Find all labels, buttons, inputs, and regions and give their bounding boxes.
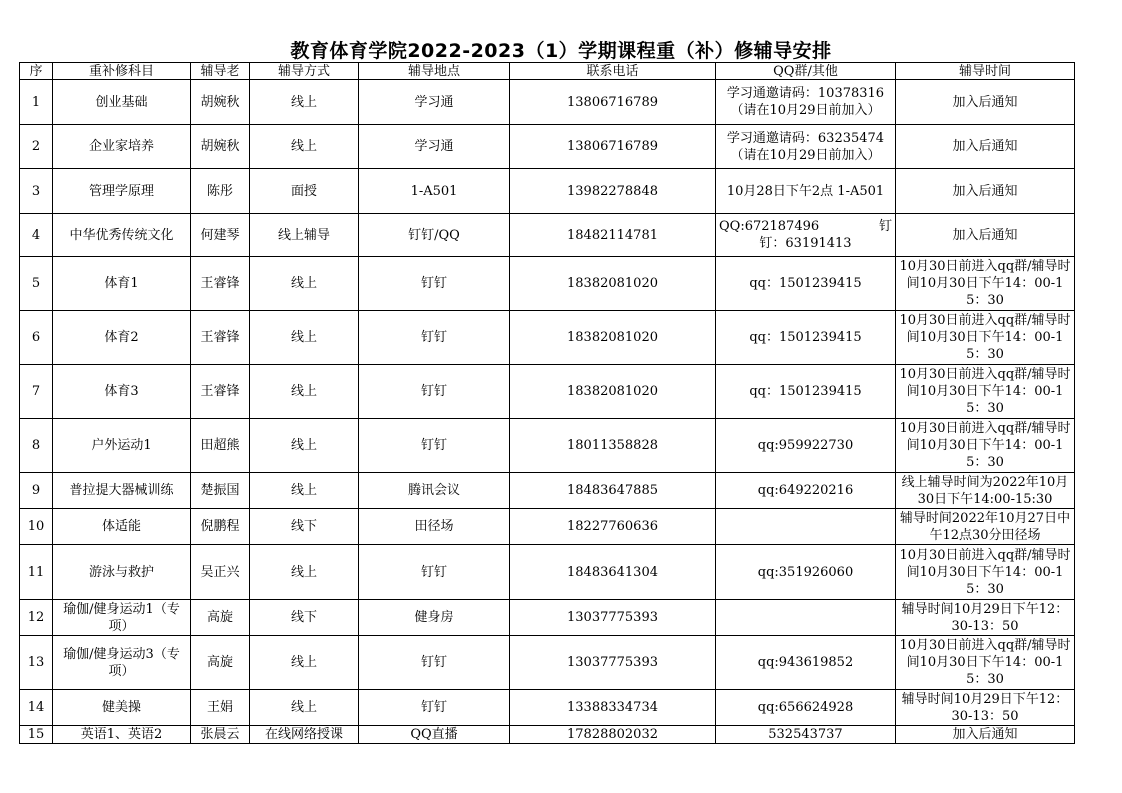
header-qq: QQ群/其他 [716, 63, 896, 80]
cell-time: 加入后通知 [896, 169, 1075, 214]
cell-time: 辅导时间10月29日下午12：30-13：50 [896, 690, 1075, 726]
cell-no: 7 [20, 365, 53, 419]
cell-phone: 13982278848 [510, 169, 716, 214]
cell-qq [716, 600, 896, 636]
cell-subject: 创业基础 [53, 80, 191, 125]
cell-subject: 健美操 [53, 690, 191, 726]
cell-time: 10月30日前进入qq群/辅导时间10月30日下午14：00-15：30 [896, 365, 1075, 419]
table-row [20, 636, 1075, 690]
cell-phone: 18382081020 [510, 257, 716, 311]
cell-no: 5 [20, 257, 53, 311]
cell-teacher: 倪鹏程 [191, 509, 250, 545]
cell-qq: qq:656624928 [716, 690, 896, 726]
cell-phone: 13037775393 [510, 636, 716, 690]
cell-subject: 体育3 [53, 365, 191, 419]
cell-place: 钉钉 [359, 545, 510, 600]
cell-no: 4 [20, 214, 53, 257]
cell-time: 10月30日前进入qq群/辅导时间10月30日下午14：00-15：30 [896, 545, 1075, 600]
cell-place: 钉钉 [359, 365, 510, 419]
cell-subject: 中华优秀传统文化 [53, 214, 191, 257]
cell-qq [716, 214, 896, 257]
cell-time: 10月30日前进入qq群/辅导时间10月30日下午14：00-15：30 [896, 311, 1075, 365]
cell-subject: 企业家培养 [53, 125, 191, 169]
schedule-table [19, 62, 1075, 744]
cell-mode: 线上辅导 [250, 214, 359, 257]
cell-place: 钉钉 [359, 636, 510, 690]
cell-no: 6 [20, 311, 53, 365]
cell-teacher: 王睿锋 [191, 311, 250, 365]
cell-mode: 线上 [250, 125, 359, 169]
cell-mode: 线上 [250, 545, 359, 600]
cell-phone: 18382081020 [510, 311, 716, 365]
cell-qq: qq:649220216 [716, 473, 896, 509]
cell-no: 11 [20, 545, 53, 600]
cell-subject: 英语1、英语2 [53, 726, 191, 744]
cell-subject: 户外运动1 [53, 419, 191, 473]
table-row [20, 80, 1075, 125]
cell-teacher: 张晨云 [191, 726, 250, 744]
cell-mode: 线上 [250, 636, 359, 690]
cell-qq [716, 509, 896, 545]
table-row [20, 311, 1075, 365]
cell-place: 腾讯会议 [359, 473, 510, 509]
cell-place: 钉钉 [359, 257, 510, 311]
cell-place: 田径场 [359, 509, 510, 545]
table-row [20, 690, 1075, 726]
cell-qq: 学习通邀请码：10378316（请在10月29日前加入） [716, 80, 896, 125]
table-row [20, 726, 1075, 744]
cell-teacher: 高旋 [191, 600, 250, 636]
table-row [20, 509, 1075, 545]
table-row [20, 600, 1075, 636]
cell-no: 1 [20, 80, 53, 125]
cell-qq: qq:959922730 [716, 419, 896, 473]
table-row [20, 419, 1075, 473]
table-row [20, 125, 1075, 169]
cell-phone: 18227760636 [510, 509, 716, 545]
cell-time: 线上辅导时间为2022年10月30日下午14:00-15:30 [896, 473, 1075, 509]
cell-subject: 普拉提大器械训练 [53, 473, 191, 509]
cell-teacher: 王睿锋 [191, 257, 250, 311]
cell-time: 10月30日前进入qq群/辅导时间10月30日下午14：00-15：30 [896, 419, 1075, 473]
header-phone: 联系电话 [510, 63, 716, 80]
page-title: 教育体育学院2022-2023（1）学期课程重（补）修辅导安排 [290, 40, 832, 62]
cell-subject: 管理学原理 [53, 169, 191, 214]
cell-teacher: 陈彤 [191, 169, 250, 214]
cell-subject: 瑜伽/健身运动1（专项） [53, 600, 191, 636]
cell-no: 9 [20, 473, 53, 509]
header-teacher: 辅导老 [191, 63, 250, 80]
cell-no: 3 [20, 169, 53, 214]
header-no: 序 [20, 63, 53, 80]
cell-no: 15 [20, 726, 53, 744]
cell-time: 加入后通知 [896, 125, 1075, 169]
cell-qq: qq：1501239415 [716, 257, 896, 311]
table-row [20, 214, 1075, 257]
cell-teacher: 胡婉秋 [191, 80, 250, 125]
cell-mode: 线上 [250, 311, 359, 365]
cell-subject: 游泳与救护 [53, 545, 191, 600]
cell-mode: 线上 [250, 419, 359, 473]
cell-phone: 13037775393 [510, 600, 716, 636]
cell-place: 钉钉 [359, 419, 510, 473]
cell-mode: 线上 [250, 257, 359, 311]
cell-place: QQ直播 [359, 726, 510, 744]
cell-qq-line1-tail: 钉 [878, 219, 892, 234]
cell-time: 辅导时间10月29日下午12：30-13：50 [896, 600, 1075, 636]
cell-teacher: 楚振国 [191, 473, 250, 509]
cell-phone: 18011358828 [510, 419, 716, 473]
cell-time: 辅导时间2022年10月27日中午12点30分田径场 [896, 509, 1075, 545]
cell-place: 健身房 [359, 600, 510, 636]
cell-subject: 体适能 [53, 509, 191, 545]
header-mode: 辅导方式 [250, 63, 359, 80]
cell-qq-line2: 钉：63191413 [759, 236, 852, 251]
cell-mode: 在线网络授课 [250, 726, 359, 744]
cell-qq: 学习通邀请码：63235474（请在10月29日前加入） [716, 125, 896, 169]
cell-phone: 18482114781 [510, 214, 716, 257]
cell-place: 钉钉/QQ [359, 214, 510, 257]
cell-no: 8 [20, 419, 53, 473]
cell-mode: 线上 [250, 690, 359, 726]
cell-place: 1-A501 [359, 169, 510, 214]
cell-teacher: 胡婉秋 [191, 125, 250, 169]
table-row [20, 257, 1075, 311]
cell-teacher: 何建琴 [191, 214, 250, 257]
cell-phone: 17828802032 [510, 726, 716, 744]
cell-time: 加入后通知 [896, 726, 1075, 744]
cell-place: 学习通 [359, 80, 510, 125]
cell-place: 钉钉 [359, 690, 510, 726]
cell-teacher: 吴正兴 [191, 545, 250, 600]
cell-teacher: 高旋 [191, 636, 250, 690]
cell-phone: 13388334734 [510, 690, 716, 726]
cell-qq: 10月28日下午2点 1-A501 [716, 169, 896, 214]
cell-mode: 线上 [250, 473, 359, 509]
cell-mode: 线下 [250, 600, 359, 636]
cell-mode: 面授 [250, 169, 359, 214]
cell-phone: 18483641304 [510, 545, 716, 600]
cell-time: 10月30日前进入qq群/辅导时间10月30日下午14：00-15：30 [896, 257, 1075, 311]
cell-no: 13 [20, 636, 53, 690]
table-header-row [20, 63, 1075, 80]
cell-place: 钉钉 [359, 311, 510, 365]
cell-qq: 532543737 [716, 726, 896, 744]
cell-teacher: 王睿锋 [191, 365, 250, 419]
cell-mode: 线上 [250, 80, 359, 125]
cell-subject: 体育1 [53, 257, 191, 311]
cell-time: 加入后通知 [896, 80, 1075, 125]
cell-subject: 瑜伽/健身运动3（专项） [53, 636, 191, 690]
cell-place: 学习通 [359, 125, 510, 169]
cell-no: 14 [20, 690, 53, 726]
cell-qq: qq:351926060 [716, 545, 896, 600]
cell-phone: 13806716789 [510, 80, 716, 125]
cell-mode: 线上 [250, 365, 359, 419]
cell-phone: 18483647885 [510, 473, 716, 509]
cell-time: 加入后通知 [896, 214, 1075, 257]
table-row [20, 473, 1075, 509]
cell-no: 2 [20, 125, 53, 169]
cell-no: 10 [20, 509, 53, 545]
header-subject: 重补修科目 [53, 63, 191, 80]
cell-subject: 体育2 [53, 311, 191, 365]
cell-qq: qq：1501239415 [716, 365, 896, 419]
cell-mode: 线下 [250, 509, 359, 545]
table-row [20, 545, 1075, 600]
cell-no: 12 [20, 600, 53, 636]
table-row [20, 365, 1075, 419]
cell-teacher: 田超熊 [191, 419, 250, 473]
cell-time: 10月30日前进入qq群/辅导时间10月30日下午14：00-15：30 [896, 636, 1075, 690]
cell-phone: 13806716789 [510, 125, 716, 169]
table-row [20, 169, 1075, 214]
cell-qq: qq:943619852 [716, 636, 896, 690]
cell-phone: 18382081020 [510, 365, 716, 419]
cell-qq-line1: QQ:672187496 [719, 219, 820, 234]
cell-teacher: 王娟 [191, 690, 250, 726]
header-place: 辅导地点 [359, 63, 510, 80]
header-time: 辅导时间 [896, 63, 1075, 80]
cell-qq: qq：1501239415 [716, 311, 896, 365]
